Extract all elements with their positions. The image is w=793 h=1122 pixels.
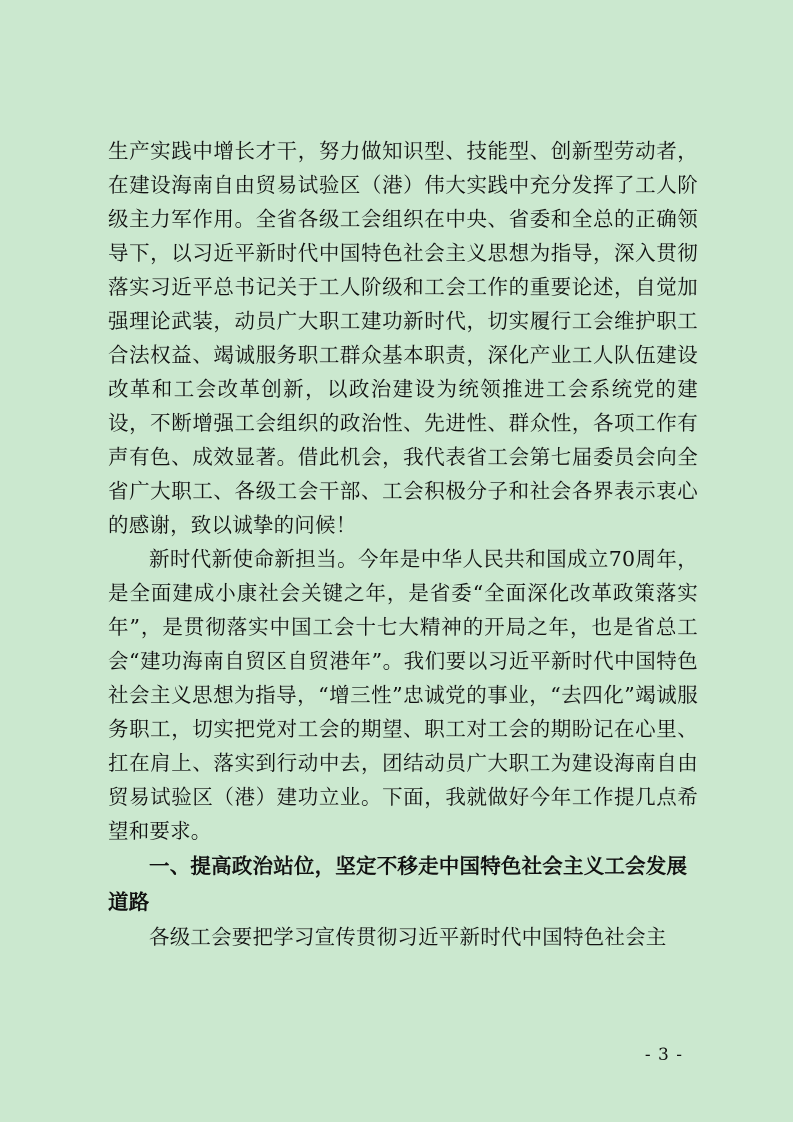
paragraph-section-start: 各级工会要把学习宣传贯彻习近平新时代中国特色社会主	[149, 925, 667, 949]
paragraph-continuation: 生产实践中增长才干，努力做知识型、技能型、创新型劳动者，在建设海南自由贸易试验区（港）伟大实践中充分发挥了工人阶级主力军作用。全省各级工会组织在中央、省委和全总的正确领导下，以习近平新时代中国特色社会主义思想为指导，深入贯彻落实习近平总书记关于工人阶级和工会工作的重要论述，自觉加强理论武装，动员广大职工建功新时代，切实履行工会维护职工合法权益、竭诚服务职工群众基本职责，深化产业工人队伍建设改革和工会改革创新，以政治建设为统领推进工会系统党的建设，不断增强工会组织的政治性、先进性、群众性，各项工作有声有色、成效显著。借此机会，我代表省工会第七届委员会向全省广大职工、各级工会干部、工会积极分子和社会各界表示衷心的感谢，致以诚挚的问候！	[108, 139, 698, 537]
document-body	[108, 134, 698, 954]
page-number: - 3 -	[644, 1045, 683, 1065]
section-heading: 一、提高政治站位，坚定不移走中国特色社会主义工会发展道路	[108, 854, 688, 914]
paragraph-new-era: 新时代新使命新担当。今年是中华人民共和国成立70周年，是全面建成小康社会关键之年，是省委“全面深化改革政策落实年”，是贯彻落实中国工会十七大精神的开局之年，也是省总工会“建功海南自贸区自贸港年”。我们要以习近平新时代中国特色社会主义思想为指导，“增三性”忠诚党的事业，“去四化”竭诚服务职工，切实把党对工会的期望、职工对工会的期盼记在心里、扛在肩上、落实到行动中去，团结动员广大职工为建设海南自由贸易试验区（港）建功立业。下面，我就做好今年工作提几点希望和要求。	[108, 547, 698, 843]
